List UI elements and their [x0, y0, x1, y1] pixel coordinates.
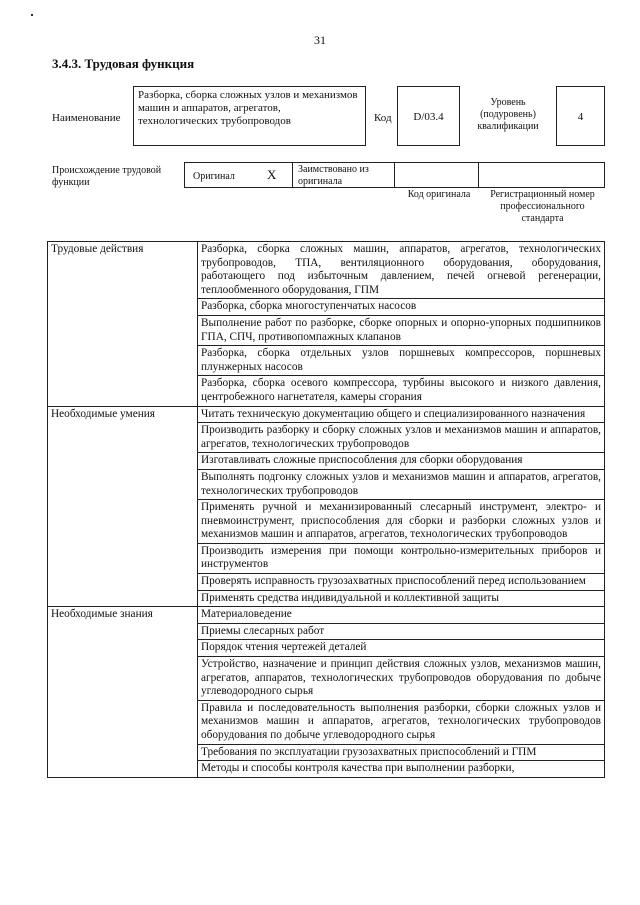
table-cell: Порядок чтения чертежей деталей [198, 640, 605, 657]
table-cell: Материаловедение [198, 607, 605, 624]
table-cell: Изготавливать сложные приспособления для сборки оборудования [198, 453, 605, 470]
table-cell: Применять ручной и механизированный слесарный инструмент, электро- и пневмоинструмент, приспособления для сборки и разборки сложных узлов и механизмов машин и аппаратов, агрегатов, технологических трубопроводов [198, 500, 605, 544]
level-label: Уровень (подуровень) квалификации [477, 97, 539, 132]
code-label: Код [374, 112, 392, 124]
table-cell: Требования по эксплуатации грузозахватных приспособлений и ГПМ [198, 744, 605, 761]
scan-speck [31, 14, 33, 16]
code-original-caption: Код оригинала [407, 189, 471, 200]
table-cell: Проверять исправность грузозахватных приспособлений перед использованием [198, 574, 605, 591]
competency-table [47, 241, 605, 778]
section-title-labor-actions: Трудовые действия [48, 242, 198, 407]
page-number: 31 [314, 33, 326, 47]
table-cell: Методы и способы контроля качества при выполнении разборки, [198, 761, 605, 778]
table-cell: Правила и последовательность выполнения разборки, сборки сложных узлов и механизмов машин и аппаратов, агрегатов, технологических трубопроводов оборудования по добыче углеводородного сырья [198, 700, 605, 744]
table-row [48, 242, 605, 299]
name-label: Наименование [52, 112, 121, 124]
table-cell: Применять средства индивидуальной и коллективной защиты [198, 590, 605, 607]
table-cell: Приемы слесарных работ [198, 623, 605, 640]
original-label: Оригинал [193, 171, 235, 182]
table-row [48, 406, 605, 423]
table-cell: Производить разборку и сборку сложных узлов и механизмов машин и аппаратов, агрегатов, технологических трубопроводов [198, 423, 605, 453]
origin-label: Происхождение трудовой функции [52, 165, 162, 188]
borrowed-label: Заимствовано из оригинала [298, 164, 369, 187]
table-row [48, 607, 605, 624]
section-title-knowledge: Необходимые знания [48, 607, 198, 778]
section-title: 3.4.3. Трудовая функция [52, 56, 195, 71]
table-cell: Устройство, назначение и принцип действия сложных узлов, механизмов машин, агрегатов, аппаратов, технологических трубопроводов оборудования по добыче углеводородного сырья [198, 657, 605, 701]
section-title-skills: Необходимые умения [48, 406, 198, 607]
level-value-box: 4 [556, 86, 605, 146]
original-box [184, 162, 293, 188]
table-cell: Разборка, сборка осевого компрессора, турбины высокого и низкого давления, центробежного нагнетателя, камеры сгорания [198, 376, 605, 406]
table-cell: Выполнение работ по разборке, сборке опорных и опорно-упорных подшипников ГПА, СПЧ, противопомпажных клапанов [198, 315, 605, 345]
table-cell: Разборка, сборка отдельных узлов поршневых компрессоров, поршневых плунжерных насосов [198, 346, 605, 376]
reg-number-caption: Регистрационный номер профессионального стандарта [490, 189, 595, 224]
function-name-box: Разборка, сборка сложных узлов и механизмов машин и аппаратов, агрегатов, технологических трубопроводов [133, 86, 366, 146]
borrowed-box [292, 162, 395, 188]
reg-number-box [478, 162, 605, 188]
table-cell: Читать техническую документацию общего и специализированного назначения [198, 406, 605, 423]
code-value-box: D/03.4 [397, 86, 460, 146]
code-original-box [394, 162, 479, 188]
table-cell: Разборка, сборка сложных машин, аппаратов, агрегатов, технологических трубопроводов, ТПА, вентиляционного оборудования, оборудования, работающего под избыточным давлением, печей огневой регенерации, теплообменного оборудования, ГПМ [198, 242, 605, 299]
table-cell: Производить измерения при помощи контрольно-измерительных приборов и инструментов [198, 543, 605, 573]
table-cell: Разборка, сборка многоступенчатых насосов [198, 299, 605, 316]
table-cell: Выполнять подгонку сложных узлов и механизмов машин и аппаратов, агрегатов, технологических трубопроводов [198, 469, 605, 499]
original-mark: X [267, 167, 277, 182]
